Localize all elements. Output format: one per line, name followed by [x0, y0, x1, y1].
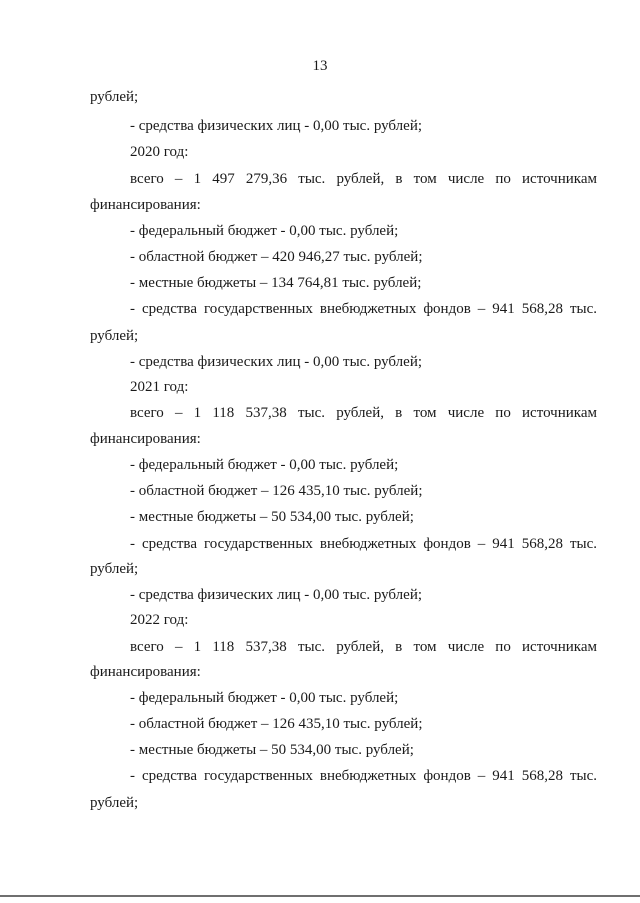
text-line: всего – 1 497 279,36 тыс. рублей, в том числе по источникам	[130, 171, 597, 187]
text-line: - средства физических лиц - 0,00 тыс. рублей;	[130, 354, 423, 370]
page-number: 13	[312, 58, 328, 74]
text-line: рублей;	[90, 561, 139, 577]
text-line: - федеральный бюджет - 0,00 тыс. рублей;	[130, 457, 399, 473]
text-line: - местные бюджеты – 134 764,81 тыс. рублей;	[130, 275, 422, 291]
text-line: рублей;	[90, 795, 139, 811]
text-line: финансирования:	[90, 197, 201, 213]
text-line: всего – 1 118 537,38 тыс. рублей, в том числе по источникам	[130, 639, 597, 655]
text-line: 2022 год:	[130, 612, 189, 628]
text-line: - областной бюджет – 420 946,27 тыс. рублей;	[130, 249, 423, 265]
text-line: 2020 год:	[130, 144, 189, 160]
text-line: 2021 год:	[130, 379, 189, 395]
text-line: всего – 1 118 537,38 тыс. рублей, в том числе по источникам	[130, 405, 597, 421]
text-line: рублей;	[90, 328, 139, 344]
text-line: - средства государственных внебюджетных фондов – 941 568,28 тыс.	[130, 536, 597, 552]
text-line: - местные бюджеты – 50 534,00 тыс. рублей;	[130, 509, 414, 525]
text-line: рублей;	[90, 89, 139, 105]
text-line: - средства государственных внебюджетных фондов – 941 568,28 тыс.	[130, 768, 597, 784]
text-line: финансирования:	[90, 664, 201, 680]
text-line: - федеральный бюджет - 0,00 тыс. рублей;	[130, 690, 399, 706]
text-line: финансирования:	[90, 431, 201, 447]
text-line: - средства физических лиц - 0,00 тыс. рублей;	[130, 118, 423, 134]
text-line: - областной бюджет – 126 435,10 тыс. рублей;	[130, 483, 423, 499]
text-line: - областной бюджет – 126 435,10 тыс. рублей;	[130, 716, 423, 732]
text-line: - средства государственных внебюджетных фондов – 941 568,28 тыс.	[130, 301, 597, 317]
footer-rule	[0, 895, 640, 897]
text-line: - местные бюджеты – 50 534,00 тыс. рублей;	[130, 742, 414, 758]
text-line: - средства физических лиц - 0,00 тыс. рублей;	[130, 587, 423, 603]
text-line: - федеральный бюджет - 0,00 тыс. рублей;	[130, 223, 399, 239]
